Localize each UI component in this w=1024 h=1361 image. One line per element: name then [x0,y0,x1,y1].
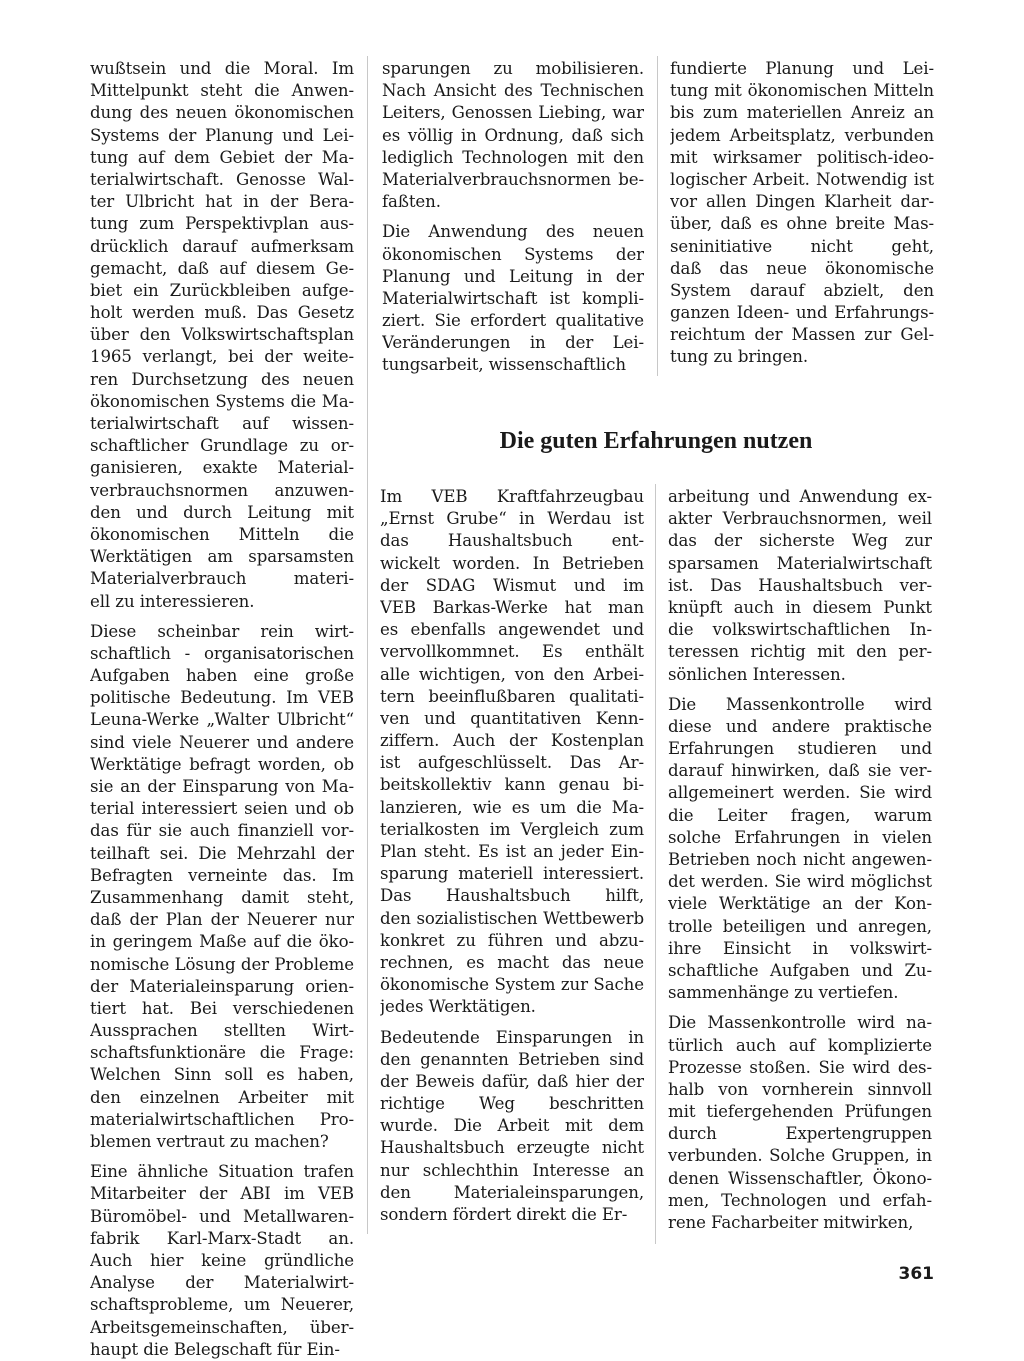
text-line: Haushaltsbuch erzeugte nicht [380,1138,644,1158]
text-line: teilhaft sei. Die Mehrzahl der [90,843,354,863]
text-line: System darauf abzielt, den [670,280,934,300]
text-line: tiert hat. Bei verschiedenen [90,998,354,1018]
text-line: rene Facharbeiter mitwirken, [668,1213,914,1232]
text-line: arbeitung und Anwendung ex- [668,487,932,506]
text-line: ökonomischen Systems die Ma- [90,391,354,411]
text-line: holt werden muß. Das Gesetz [90,303,354,323]
text-line: Mittelpunkt steht die Anwen- [90,81,354,101]
text-line: biet ein Zurückbleiben aufge- [90,280,354,300]
text-line: sie an der Einsparung von Ma- [90,777,354,796]
text-line: materialwirtschaftlichen Pro- [90,1109,354,1129]
text-line: ist aufgeschlüsselt. Das Ar- [380,753,644,773]
text-line: lanzieren, wie es um die Ma- [380,797,644,817]
text-column-4 [380,486,644,1226]
text-line: terialwirtschaft. Genosse Wal- [90,169,354,189]
paragraph-gap [90,1153,354,1161]
text-line: sönlichen Interessen. [668,664,846,684]
text-line: halb von vornherein sinnvoll [668,1079,932,1099]
text-line: gemacht, daß auf diesem Ge- [90,258,354,278]
text-column-1 [90,58,354,1361]
text-line: Prozesse stoßen. Sie wird des- [668,1057,932,1077]
text-line: terialwirtschaft auf wissen- [90,414,354,433]
text-line: das für sie auch finanziell vor- [90,821,354,841]
text-line: ganisieren, exakte Material- [90,458,354,478]
text-line: ist. Das Haushaltsbuch ver- [668,575,932,595]
text-line: ihre Einsicht in volkswirt- [668,938,932,958]
text-line: denen Wissenschaftler, Ökono- [668,1168,932,1188]
column-rule [655,484,656,1244]
text-line: teressen richtig mit den per- [668,642,932,662]
text-line: Eine ähnliche Situation trafen [90,1162,354,1182]
text-line: bis zum materiellen Anreiz an [670,103,934,123]
text-line: fabrik Karl-Marx-Stadt an. [90,1228,354,1248]
text-line: reichtum der Massen zur Gel- [670,325,934,345]
text-line: wußtsein und die Moral. Im [90,59,354,78]
text-line: Die Massenkontrolle wird na- [668,1013,932,1033]
text-line: logischer Arbeit. Notwendig ist [670,169,934,189]
text-line: rechnen, es macht das neue [380,952,644,972]
text-line: Analyse der Materialwirt- [90,1273,354,1293]
text-line: Materialverbrauch materi- [90,569,354,589]
text-column-5 [668,486,932,1234]
text-line: fundierte Planung und Lei- [670,59,934,78]
text-line: den Materialeinsparungen, [380,1182,644,1202]
text-line: Veränderungen in der Lei- [382,333,644,353]
text-line: über den Volkswirtschaftsplan [90,325,354,345]
text-line: akter Verbrauchsnormen, weil [668,509,932,529]
text-line: Arbeitsgemeinschaften, über- [90,1317,354,1337]
text-line: den genannten Betrieben sind [380,1049,644,1069]
text-line: Leuna-Werke „Walter Ulbricht“ [90,710,354,730]
text-line: sparung materiell interessiert. [380,864,644,884]
text-line: 1965 verlangt, bei der weite- [90,347,354,367]
text-line: men, Technologen und erfah- [668,1190,932,1210]
text-line: vervollkommnet. Es enthält [380,642,644,662]
text-line: schaftlich - organisatorischen [90,643,354,663]
text-line: Materialwirtschaft ist kompli- [382,288,644,308]
text-line: durch Expertengruppen [668,1124,932,1144]
text-line: lediglich Technologen mit den [382,147,644,167]
text-line: schaftlicher Grundlage zu or- [90,436,354,456]
text-line: beitskollektiv kann genau bi- [380,775,644,795]
text-line: ziffern. Auch der Kostenplan [380,731,644,751]
text-line: blemen vertraut zu machen? [90,1132,329,1151]
text-line: ökonomische System zur Sache [380,975,644,995]
text-line: politische Bedeutung. Im VEB [90,688,354,708]
text-line: Im VEB Kraftfahrzeugbau [380,487,644,506]
text-line: es ebenfalls angewendet und [380,620,644,640]
text-column-3 [670,58,934,369]
text-line: drücklich darauf aufmerksam [90,236,354,256]
text-line: Werktätige befragt worden, ob [90,754,354,774]
text-line: ren Durchsetzung des neuen [90,369,354,389]
text-line: konkret zu führen und abzu- [380,930,644,950]
text-line: Die Massenkontrolle wird [668,694,932,714]
text-line: ell zu interessieren. [90,591,255,611]
text-line: wurde. Die Arbeit mit dem [380,1116,644,1136]
text-line: den einzelnen Arbeiter mit [90,1087,354,1107]
text-line: Erfahrungen studieren und [668,739,932,759]
text-line: seninitiative nicht geht, [670,236,934,256]
text-line: Planung und Leitung in der [382,266,644,286]
text-line: wickelt worden. In Betrieben [380,553,644,573]
text-line: nomische Lösung der Probleme [90,954,354,974]
text-line: tungsarbeit, wissenschaftlich [382,355,626,375]
text-line: schaftliche Aufgaben und Zu- [668,960,932,980]
text-line: mit wirksamer politisch-ideo- [670,147,934,167]
text-line: Büromöbel- und Metallwaren- [90,1206,354,1226]
text-line: terial interessiert seien und ob [90,799,354,819]
text-line: Welchen Sinn soll es haben, [90,1065,354,1085]
text-line: dung des neuen ökonomischen [90,103,354,123]
text-line: trolle beteiligen und anregen, [668,916,932,936]
text-line: ökonomischen Systems der [382,244,644,264]
text-line: Das Haushaltsbuch hilft, [380,886,644,906]
page-number: 361 [898,1264,934,1284]
section-heading: Die guten Erfahrungen nutzen [499,428,813,454]
text-line: schaftsfunktionäre die Frage: [90,1043,354,1063]
text-line: tung auf dem Gebiet der Ma- [90,147,354,167]
text-line: das Haushaltsbuch ent- [380,531,644,551]
text-line: vor allen Dingen Klarheit dar- [670,192,934,212]
text-line: tung zu bringen. [670,347,808,367]
text-line: der SDAG Wismut und im [380,575,644,595]
text-line: daß der Plan der Neuerer nur [90,910,354,930]
text-line: der Beweis dafür, daß hier der [380,1071,644,1091]
text-line: Aussprachen stellten Wirt- [90,1021,354,1041]
text-line: Nach Ansicht des Technischen [382,81,644,101]
text-line: faßten. [382,192,441,212]
text-line: haupt die Belegschaft für Ein- [90,1339,340,1359]
text-line: verbunden. Solche Gruppen, in [668,1146,932,1166]
text-line: den und durch Leitung mit [90,502,354,522]
text-line: der Materialeinsparung orien- [90,976,354,996]
text-line: sondern fördert direkt die Er- [380,1205,628,1224]
text-line: tung mit ökonomischen Mitteln [670,81,934,101]
text-line: Bedeutende Einsparungen in [380,1027,644,1047]
text-line: sind viele Neuerer und andere [90,732,354,752]
text-line: Materialverbrauchsnormen be- [382,169,644,189]
text-line: allgemeinert werden. Sie wird [668,783,932,803]
text-line: ziert. Sie erfordert qualitative [382,311,644,331]
text-line: über, daß es ohne breite Mas- [670,214,934,234]
text-line: Zusammenhang damit steht, [90,887,354,907]
column-rule [657,56,658,376]
text-line: diese und andere praktische [668,716,932,736]
paragraph-gap [668,686,932,694]
text-line: VEB Barkas-Werke hat man [380,597,644,617]
text-line: nur schlechthin Interesse an [380,1160,644,1180]
text-line: darauf hinwirken, daß sie ver- [668,761,932,781]
text-line: den sozialistischen Wettbewerb [380,908,644,928]
text-line: Auch hier keine gründliche [90,1250,354,1270]
text-line: Plan steht. Es ist an jeder Ein- [380,842,644,861]
text-line: jedes Werktätigen. [380,997,536,1017]
text-line: in geringem Maße auf die öko- [90,932,354,952]
paragraph-gap [668,1004,932,1012]
text-line: alle wichtigen, von den Arbei- [380,664,644,684]
text-line: die Leiter fragen, warum [668,805,932,825]
text-line: Betrieben noch nicht angewen- [668,850,932,869]
text-line: tung zum Perspektivplan aus- [90,214,354,234]
text-line: Diese scheinbar rein wirt- [90,621,354,641]
text-line: schaftsprobleme, um Neuerer, [90,1295,354,1315]
text-line: „Ernst Grube“ in Werdau ist [380,509,644,529]
text-line: Aufgaben haben eine große [90,666,354,686]
text-line: Werktätigen am sparsamsten [90,547,354,567]
text-line: knüpft auch in diesem Punkt [668,597,932,617]
text-line: das der sicherste Weg zur [668,531,932,551]
text-column-2 [382,58,644,377]
text-line: sparsamen Materialwirtschaft [668,553,932,573]
text-line: det werden. Sie wird möglichst [668,872,932,892]
text-line: jedem Arbeitsplatz, verbunden [670,125,934,145]
paragraph-gap [90,613,354,621]
text-line: mit tiefergehenden Prüfungen [668,1102,932,1122]
text-line: terialkosten im Vergleich zum [380,819,644,839]
paragraph-gap [382,213,644,221]
text-line: Leiters, Genossen Liebing, war [382,103,644,123]
text-line: die volkswirtschaftlichen In- [668,620,932,640]
text-line: ökonomischen Mitteln die [90,524,354,544]
column-rule [367,56,368,1234]
text-line: daß das neue ökonomische [670,258,934,278]
text-line: solche Erfahrungen in vielen [668,827,932,847]
text-line: Die Anwendung des neuen [382,222,644,242]
text-line: es völlig in Ordnung, daß sich [382,125,644,145]
text-line: Systems der Planung und Lei- [90,125,354,145]
paragraph-gap [380,1019,644,1027]
text-line: ter Ulbricht hat in der Bera- [90,192,354,212]
text-line: tern beeinflußbaren qualitati- [380,686,644,706]
text-line: verbrauchsnormen anzuwen- [90,480,354,500]
text-line: Mitarbeiter der ABI im VEB [90,1184,354,1204]
text-line: ven und quantitativen Kenn- [380,708,644,728]
text-line: ganzen Ideen- und Erfahrungs- [670,303,934,323]
text-line: Befragten verneinte das. Im [90,865,354,885]
text-line: sparungen zu mobilisieren. [382,59,644,78]
text-line: sammenhänge zu vertiefen. [668,983,899,1003]
text-line: viele Werktätige an der Kon- [668,894,932,914]
text-line: türlich auch auf komplizierte [668,1035,932,1055]
text-line: richtige Weg beschritten [380,1094,644,1114]
